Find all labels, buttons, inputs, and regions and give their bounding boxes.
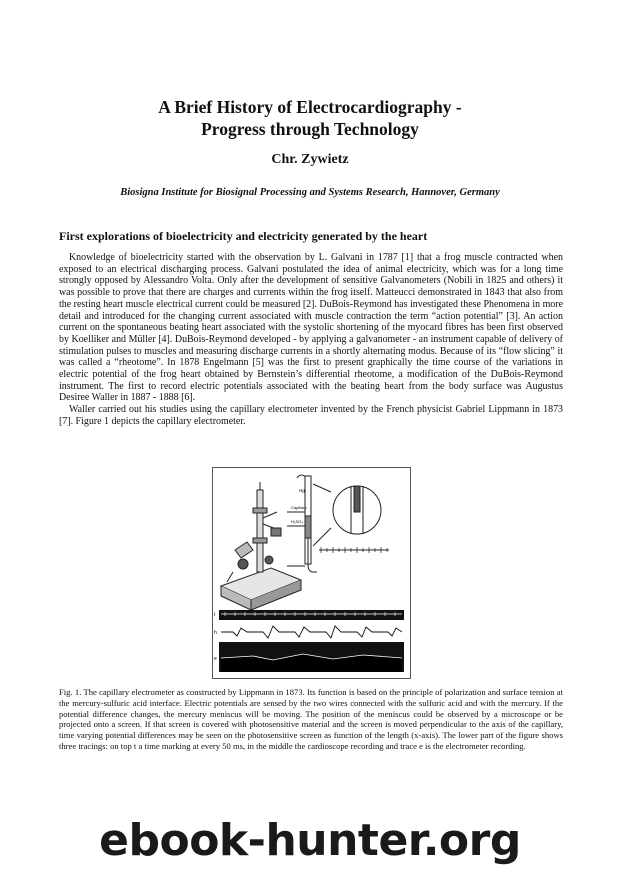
body-text: [59, 252, 563, 428]
paper-title: [0, 96, 620, 140]
label-hg: Hg: [299, 488, 305, 493]
figure-caption: Fig. 1. The capillary electrometer as constructed by Lippmann in 1873. Its function is based on the principle of polarization and surface tension at the mercury-sulfuric acid interface. Electric potentials are sensed by the two wires connected with the sulfuric acid and with the mercury. If the potential difference changes, the mercury meniscus will be moving. The position of the meniscus could be observed by a microscope or be projected onto a screen. If that screen is covered with photosensitive material and the screen is moved perpendicular to the axis of the capillary, time varying potential differences may be seen on the photosensitive screen as function of the length (x-axis). The lower part of the figure shows three tracings: on top t a time marking at every 50 ms, in the middle the cardioscope recording and trace e is the electrometer recording.: [59, 687, 563, 751]
paragraph-1: Knowledge of bioelectricity started with the observation by L. Galvani in 1787 [1] that a frog muscle contracted when exposed to an electrical discharging process. Galvani postulated the idea of animal electricity, which was for a long time strongly opposed by Alessandro Volta. Only after the development of sensitive Galvanometers (Nobili in 1825 and others) it was possible to prove that there are charges and currents within the frog itself. Matteucci demonstrated in 1843 that also from the resting heart muscle electrical current could be measured [2]. DuBois-Reymond has investigated these Phenomena in more detail and introduced for the changing current associated with muscle contraction the term “action potential” [3]. An action current on the spontaneous beating heart associated with the systolic shortening of the myocard fibres has been first observed by Koelliker and Müller [4]. DuBois-Reymond developed - by applying a galvanometer - an instrument capable of delivery of stimulation pulses to muscles and measuring discharge currents in a shortly alternating modus. Because of its “flow slicing” it was called a “rheotome”. In 1878 Engelmann [5] was the first to present graphically the time course of the variations in electric potential of the frog heart obtained by Bernstein’s differential rheotome, a modification of the DuBois-Reymond instrument. The first to record electric potentials associated with the beating heart from the body surface was Augustus Desiree Waller in 1887 - 1888 [6].: [59, 252, 563, 404]
figure-1: [212, 467, 411, 679]
capillary-electrometer-illustration: [213, 468, 410, 678]
recording-traces: [219, 610, 404, 672]
section-heading: First explorations of bioelectricity and electricity generated by the heart: [59, 229, 428, 243]
magnified-view-drawing: [313, 484, 389, 553]
trace-label-h: h: [214, 630, 217, 636]
paragraph-2: Waller carried out his studies using the capillary electrometer invented by the French physicist Gabriel Lippmann in 1873 [7]. Figure 1 depicts the capillary electrometer.: [59, 404, 563, 427]
trace-label-t: t: [214, 612, 216, 618]
watermark: ebook-hunter.org: [99, 815, 521, 866]
label-capillary: Capillary: [291, 505, 307, 510]
author: Chr. Zywietz: [271, 152, 349, 167]
title-line-2: Progress through Technology: [201, 119, 419, 139]
affiliation: Biosigna Institute for Biosignal Processing and Systems Research, Hannover, Germany: [120, 187, 500, 198]
apparatus-drawing: [221, 482, 301, 610]
label-h2so4: H₂SO₄: [291, 519, 303, 524]
title-line-1: A Brief History of Electrocardiography -: [158, 97, 462, 117]
trace-label-e: e: [214, 656, 217, 662]
